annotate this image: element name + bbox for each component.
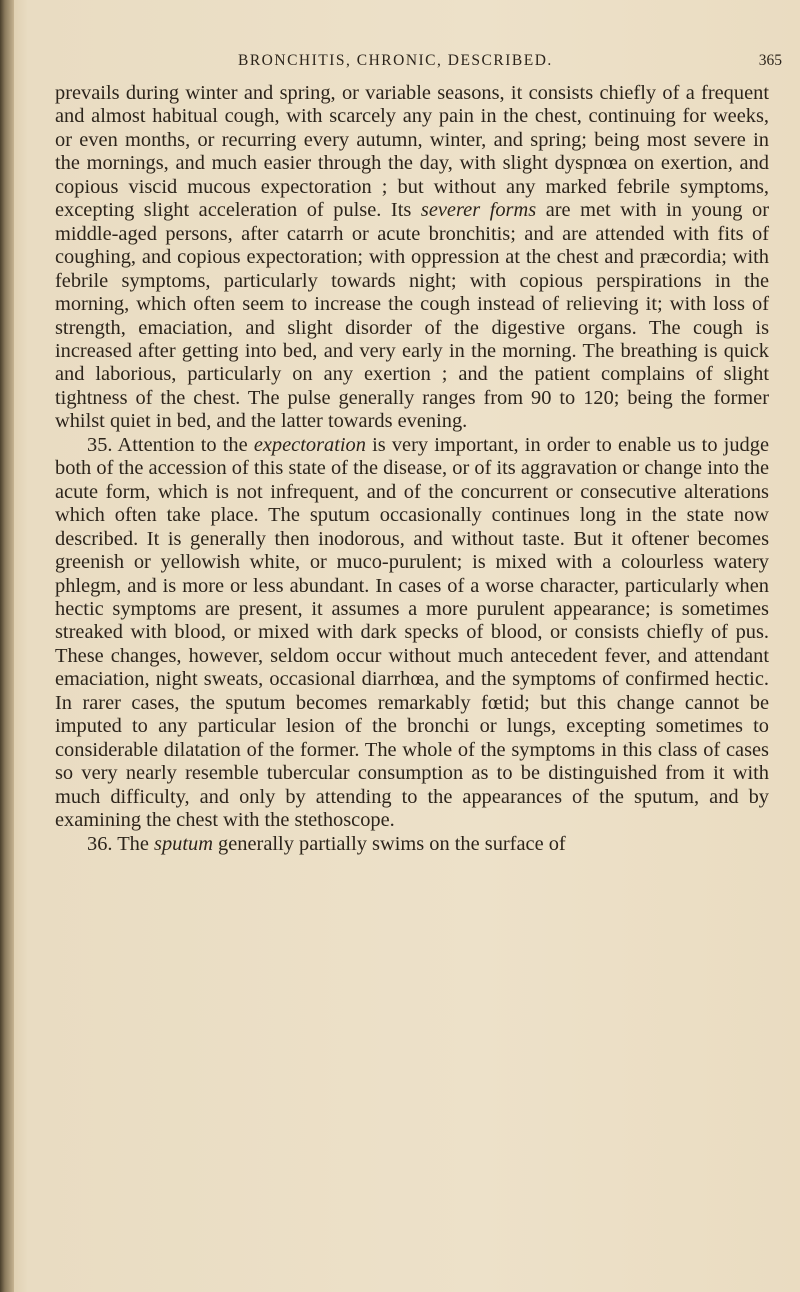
text-run: 35. Attention to the xyxy=(87,433,254,456)
italic-phrase: expectoration xyxy=(253,433,366,456)
running-title: BRONCHITIS, CHRONIC, DESCRIBED. xyxy=(238,52,553,69)
binding-gutter xyxy=(0,0,14,1292)
paragraph-36 xyxy=(55,833,769,856)
italic-phrase: severer forms xyxy=(420,199,537,222)
paragraph-1 xyxy=(55,82,769,434)
text-run: is very important, in order to enable us to judge both of the accession of this state of the disease, or of its aggravation or change into the acute form, which is not infrequent, and of the concurrent or consecutive alterations which often take place. The sputum occasionally continues long in the state now described. It is generally then inodorous, and without taste. But it oftener becomes greenish or yellowish white, or muco-purulent; is mixed with a colourless watery phlegm, and is more or less abundant. In cases of a worse character, particularly when hectic symptoms are present, it assumes a more purulent appearance; is sometimes streaked with blood, or mixed with dark specks of blood, or consists chiefly of pus. These changes, however, seldom occur without much antecedent fever, and attendant emaciation, night sweats, occasional diarrhœa, and the symptoms of confirmed hectic. In rarer cases, the sputum becomes remarkably fœtid; but this change cannot be imputed to any particular lesion of the bronchi or lungs, excepting sometimes to considerable dilatation of the former. The whole of the symptoms in this class of cases so very nearly resemble tubercular consumption as to be distinguished from it with much difficulty, and only by attending to the appearances of the sputum, and by examining the chest with the stethoscope. xyxy=(55,433,769,832)
text-run: prevails during winter and spring, or variable seasons, it consists chiefly of a frequent and almost habitual cough, with scarcely any pain in the chest, continuing for weeks, or even months, or recurring every autumn, winter, and spring; being most severe in the mornings, and much easier through the day, with slight dyspnœa on exertion, and copious viscid mucous expectoration ; but without any marked febrile symptoms, excepting slight acceleration of pulse. Its xyxy=(55,82,769,222)
page-number: 365 xyxy=(758,52,782,69)
paragraph-35 xyxy=(55,434,769,833)
italic-phrase: sputum xyxy=(154,832,213,855)
text-run: 36. The xyxy=(87,832,155,855)
page-header xyxy=(48,52,782,76)
text-run: are met with in young or middle-aged persons, after catarrh or acute bronchitis; and are attended with fits of coughing, and copious expectoration; with oppression at the chest and præcordia; with febrile symptoms, particularly towards night; with copious perspirations in the morning, which often seem to increase the cough instead of relieving it; with loss of strength, emaciation, and slight disorder of the digestive organs. The cough is increased after getting into bed, and very early in the morning. The breathing is quick and laborious, particularly on any exertion ; and the patient complains of slight tightness of the chest. The pulse generally ranges from 90 to 120; being the former whilst quiet in bed, and the latter towards evening. xyxy=(55,199,769,433)
text-run: generally partially swims on the surface of xyxy=(212,832,566,855)
body-text xyxy=(55,82,769,856)
